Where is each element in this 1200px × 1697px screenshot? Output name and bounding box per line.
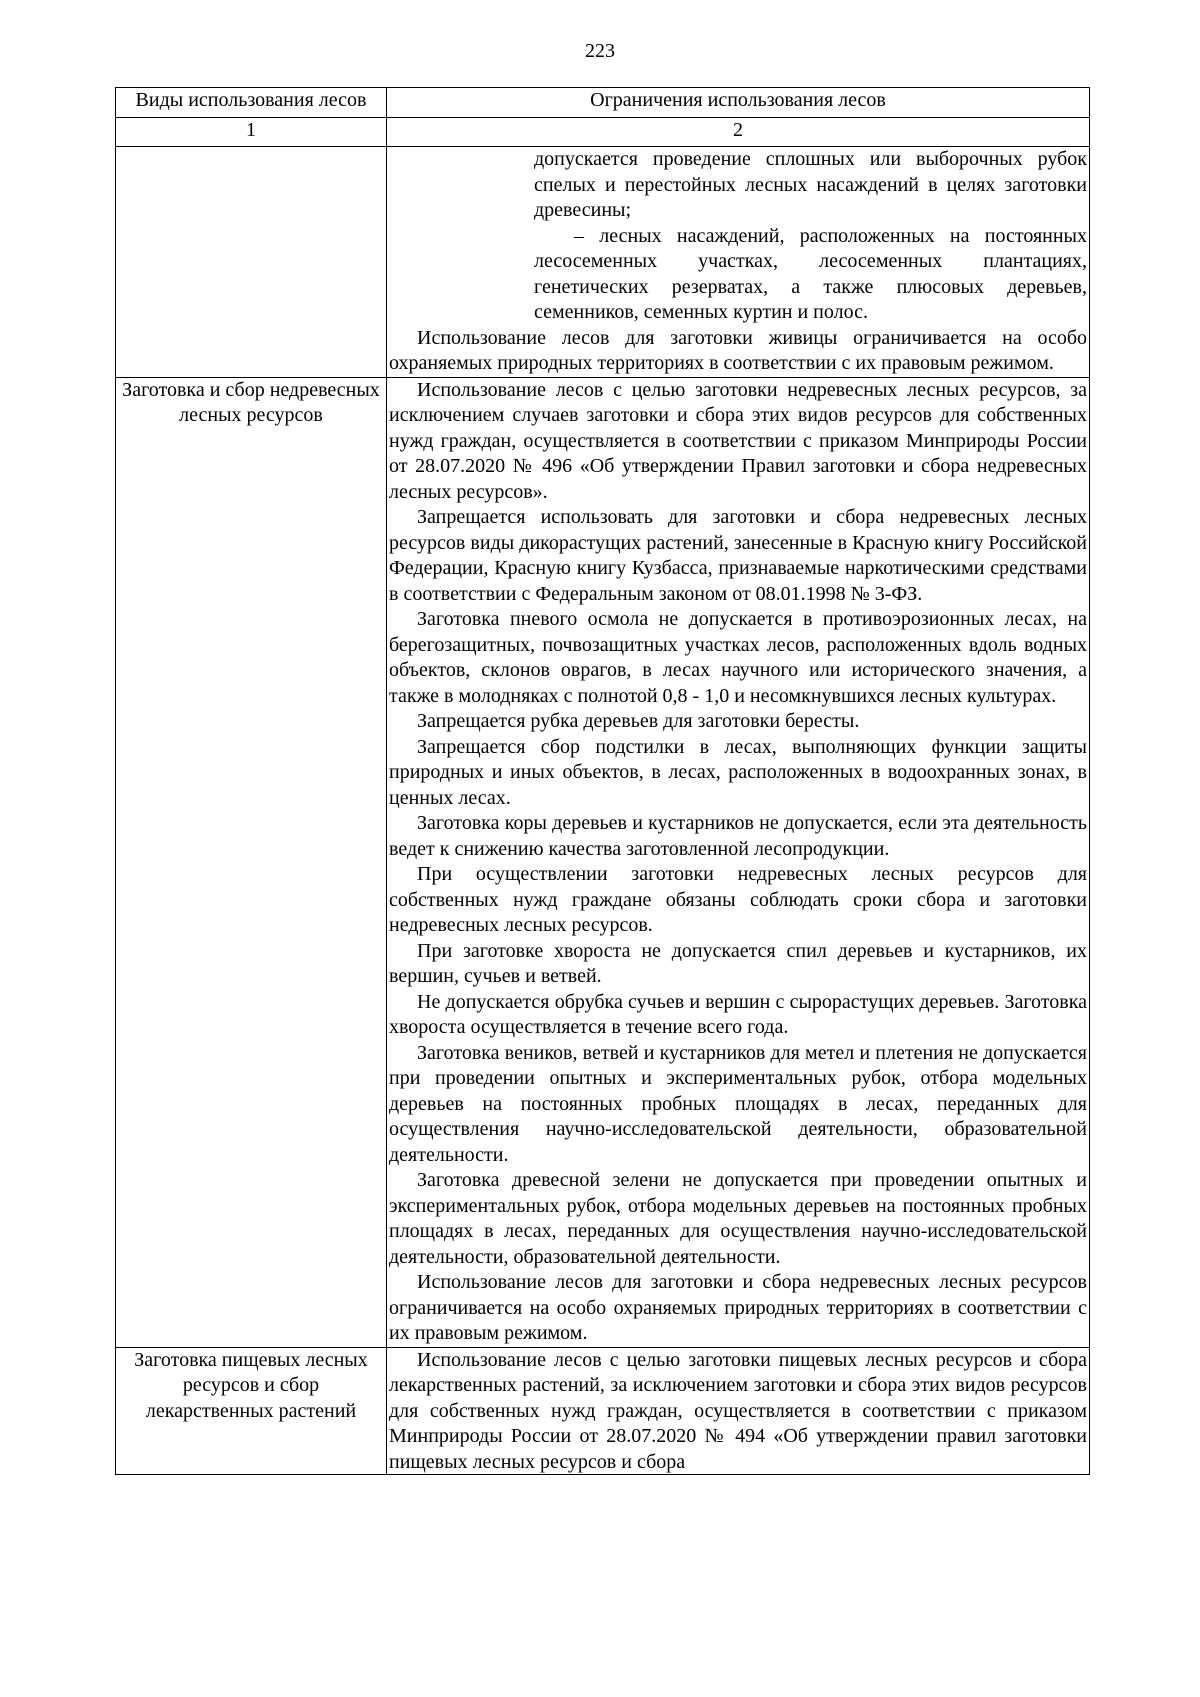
- paragraph: Заготовка древесной зелени не допускается при проведении опытных и экспериментальных рубок, отбора модельных деревьев на постоянных пробных площадях в лесах, переданных для осуществления научно-исследовательской деятельности, образовательной деятельности.: [389, 1169, 1087, 1268]
- list-item: допускается проведение сплошных или выборочных рубок спелых и перестойных лесных насаждений в целях заготовки древесины;: [534, 148, 1087, 221]
- column-number-2: 2: [387, 118, 1090, 147]
- paragraph: Запрещается рубка деревьев для заготовки бересты.: [417, 710, 860, 732]
- paragraph: Заготовка веников, ветвей и кустарников для метел и плетения не допускается при проведении опытных и экспериментальных рубок, отбора модельных деревьев на постоянных пробных площадях в лесах, переданных для осуществления научно-исследовательской деятельности, образовательной деятельности.: [389, 1041, 1087, 1166]
- paragraph: При заготовке хвороста не допускается спил деревьев и кустарников, их вершин, сучьев и ветвей.: [389, 939, 1087, 987]
- paragraph: Использование лесов для заготовки и сбора недревесных лесных ресурсов ограничивается на особо охраняемых природных территориях в соответствии с их правовым режимом.: [389, 1271, 1087, 1344]
- column-header-restrictions: Ограничения использования лесов: [387, 88, 1090, 118]
- table-header-row: [116, 88, 1090, 118]
- use-type-cell: Заготовка и сбор недревесных лесных ресурсов: [116, 377, 387, 1347]
- table-row: [116, 1347, 1090, 1474]
- paragraph: Заготовка пневого осмола не допускается в противоэрозионных лесах, на берегозащитных, почвозащитных участках лесов, расположенных вдоль водных объектов, склонов оврагов, в лесах научного или исторического значения, а также в молодняках с полнотой 0,8 - 1,0 и несомкнувшихся лесных культурах.: [389, 608, 1087, 707]
- paragraph: Использование лесов с целью заготовки недревесных лесных ресурсов, за исключением случаев заготовки и сбора этих видов ресурсов для собственных нужд граждан, осуществляется в соответствии с приказом Минприроды России от 28.07.2020 № 496 «Об утверждении Правил заготовки и сбора недревесных лесных ресурсов».: [389, 378, 1087, 503]
- paragraph: Запрещается сбор подстилки в лесах, выполняющих функции защиты природных и иных объектов, в лесах, расположенных в водоохранных зонах, в ценных лесах.: [389, 735, 1087, 809]
- indented-list: [534, 147, 1087, 326]
- forest-use-restrictions-table: [115, 87, 1090, 1475]
- page-number: 223: [585, 40, 615, 62]
- restrictions-cell: [387, 377, 1090, 1347]
- paragraph: Заготовка коры деревьев и кустарников не допускается, если эта деятельность ведет к снижению качества заготовленной лесопродукции.: [389, 812, 1087, 860]
- paragraph: Использование лесов для заготовки живицы ограничивается на особо охраняемых природных территориях в соответствии с их правовым режимом.: [389, 326, 1087, 374]
- paragraph: При осуществлении заготовки недревесных лесных ресурсов для собственных нужд граждане обязаны соблюдать сроки сбора и заготовки недревесных лесных ресурсов.: [389, 863, 1087, 936]
- paragraph: Не допускается обрубка сучьев и вершин с сырорастущих деревьев. Заготовка хвороста осуществляется в течение всего года.: [389, 990, 1087, 1038]
- restrictions-cell: [387, 147, 1090, 378]
- column-number-1: 1: [116, 118, 387, 147]
- column-header-use-type: Виды использования лесов: [116, 88, 387, 118]
- list-item: – лесных насаждений, расположенных на постоянных лесосеменных участках, лесосеменных плантациях, генетических резерватах, а также плюсовых деревьев, семенников, семенных куртин и полос.: [534, 224, 1087, 323]
- table-row: [116, 377, 1090, 1347]
- use-type-cell: Заготовка пищевых лесных ресурсов и сбор лекарственных растений: [116, 1347, 387, 1474]
- restrictions-cell: [387, 1347, 1090, 1474]
- table-row: [116, 147, 1090, 378]
- paragraph: Запрещается использовать для заготовки и сбора недревесных лесных ресурсов виды дикорастущих растений, занесенные в Красную книгу Российской Федерации, Красную книгу Кузбасса, признаваемые наркотическими средствами в соответствии с Федеральным законом от 08.01.1998 № 3-ФЗ.: [389, 506, 1087, 605]
- paragraph: Использование лесов с целью заготовки пищевых лесных ресурсов и сбора лекарственных растений, за исключением заготовки и сбора этих видов ресурсов для собственных нужд граждан, осуществляется в соответствии с приказом Минприроды России от 28.07.2020 № 494 «Об утверждении правил заготовки пищевых лесных ресурсов и сбора: [389, 1348, 1087, 1473]
- column-number-row: [116, 118, 1090, 147]
- use-type-cell: [116, 147, 387, 378]
